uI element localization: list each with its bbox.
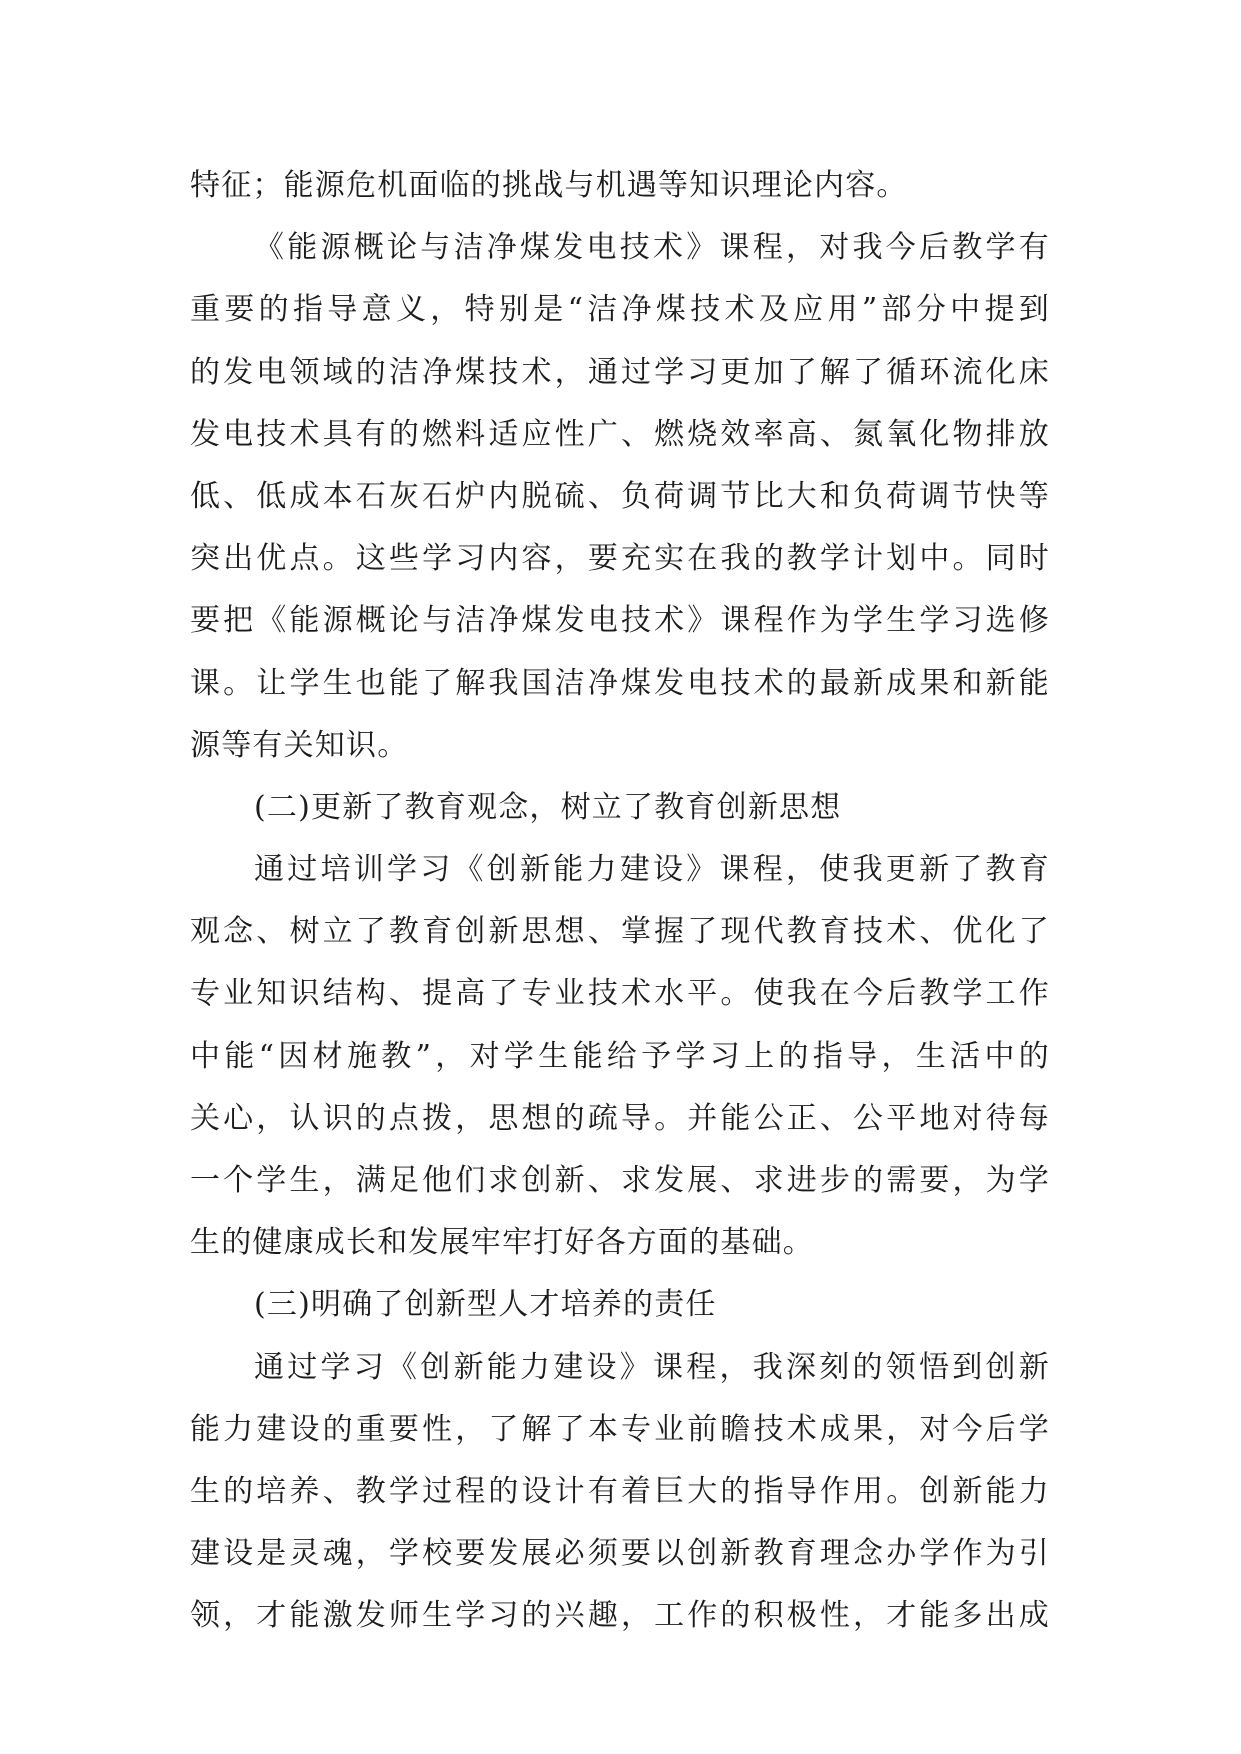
text-line: 发电技术具有的燃料适应性广、燃烧效率高、氮氧化物排放 [190,416,1050,452]
text-line: 源等有关知识。 [190,727,409,763]
text-line: 通过学习《创新能力建设》课程，我深刻的领悟到创新 [254,1349,1050,1385]
text-line: 课。让学生也能了解我国洁净煤发电技术的最新成果和新能 [190,665,1050,701]
text-line: 建设是灵魂，学校要发展必须要以创新教育理念办学作为引 [190,1536,1050,1572]
document-body [190,155,1050,1648]
text-line: 低、低成本石灰石炉内脱硫、负荷调节比大和负荷调节快等 [190,478,1050,514]
text-line: (三)明确了创新型人才培养的责任 [254,1287,717,1323]
text-line: (二)更新了教育观念，树立了教育创新思想 [254,789,842,825]
text-line: 通过培训学习《创新能力建设》课程，使我更新了教育 [254,852,1050,888]
text-line: 能力建设的重要性，了解了本专业前瞻技术成果，对今后学 [190,1411,1050,1447]
text-line: 专业知识结构、提高了专业技术水平。使我在今后教学工作 [190,976,1050,1012]
text-line: 要把《能源概论与洁净煤发电技术》课程作为学生学习选修 [190,603,1050,639]
text-line: 突出优点。这些学习内容，要充实在我的教学计划中。同时 [190,541,1050,577]
text-line: 关心，认识的点拨，思想的疏导。并能公正、公平地对待每 [190,1100,1050,1136]
text-line: 生的培养、教学过程的设计有着巨大的指导作用。创新能力 [190,1473,1050,1509]
text-line: 中能“因材施教”，对学生能给予学习上的指导，生活中的 [190,1038,1050,1074]
text-line: 生的健康成长和发展牢牢打好各方面的基础。 [190,1225,814,1261]
text-line: 重要的指导意义，特别是“洁净煤技术及应用”部分中提到 [190,292,1050,328]
text-line: 《能源概论与洁净煤发电技术》课程，对我今后教学有 [254,230,1050,266]
text-line: 一个学生，满足他们求创新、求发展、求进步的需要，为学 [190,1163,1050,1198]
text-line: 领，才能激发师生学习的兴趣，工作的积极性，才能多出成 [190,1598,1050,1634]
text-line: 特征；能源危机面临的挑战与机遇等知识理论内容。 [190,168,908,203]
text-line: 的发电领域的洁净煤技术，通过学习更加了解了循环流化床 [190,354,1050,390]
text-line: 观念、树立了教育创新思想、掌握了现代教育技术、优化了 [190,914,1050,950]
